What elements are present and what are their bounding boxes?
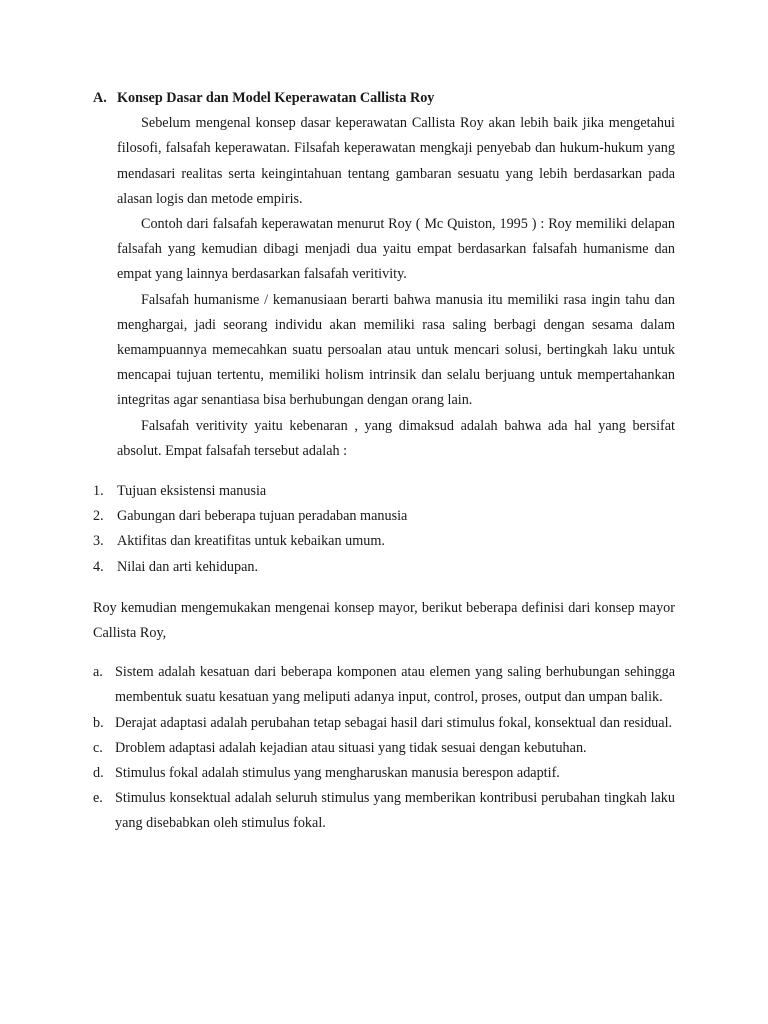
list-item (93, 786, 675, 836)
list-marker: 1. (93, 483, 104, 500)
paragraph: Contoh dari falsafah keperawatan menurut Roy ( Mc Quiston, 1995 ) : Roy memiliki delapan falsafah yang kemudian dibagi menjadi dua yaitu empat berdasarkan falsafah humanisme dan empat yang lainnya berdasarkan falsafah veritivity. (117, 216, 675, 283)
list-item-text: Stimulus fokal adalah stimulus yang mengharuskan manusia berespon adaptif. (115, 765, 560, 782)
list-item-text: Tujuan eksistensi manusia (117, 483, 267, 500)
spacer (93, 580, 675, 596)
numbered-list (93, 479, 675, 580)
paragraph: Falsafah veritivity yaitu kebenaran , yang dimaksud adalah bahwa ada hal yang bersifat absolut. Empat falsafah tersebut adalah : (117, 417, 675, 459)
list-item-text: Stimulus konsektual adalah seluruh stimulus yang memberikan kontribusi perubahan tingkah laku yang disebabkan oleh stimulus fokal. (115, 790, 675, 832)
list-marker: c. (93, 739, 103, 756)
list-item (93, 479, 675, 504)
list-item-text: Nilai dan arti kehidupan. (117, 558, 259, 575)
list-item (93, 529, 675, 554)
list-marker: e. (93, 790, 103, 807)
list-item (93, 761, 675, 786)
list-item (93, 660, 675, 710)
list-item-text: Aktifitas dan kreatifitas untuk kebaikan umum. (117, 533, 385, 550)
list-item-text: Gabungan dari beberapa tujuan peradaban manusia (117, 508, 408, 525)
section-title: Konsep Dasar dan Model Keperawatan Callista Roy (117, 90, 435, 106)
list-marker: b. (93, 714, 104, 731)
paragraph: Sebelum mengenal konsep dasar keperawatan Callista Roy akan lebih baik jika mengetahui filosofi, falsafah keperawatan. Filsafah keperawatan mengkaji penyebab dan hukum-hukum yang mendasari realitas serta keingintahuan tentang gambaran sesuatu yang lebih berdasarkan pada alasan logis dan metode empiris. (117, 115, 675, 207)
list-item (93, 736, 675, 761)
list-item-text: Sistem adalah kesatuan dari beberapa komponen atau elemen yang saling berhubungan sehingga membentuk suatu kesatuan yang meliputi adanya input, control, proses, output dan umpan balik. (115, 664, 675, 706)
list-marker: d. (93, 765, 104, 782)
list-marker: 3. (93, 533, 104, 550)
section-heading (93, 86, 675, 111)
list-marker: 4. (93, 558, 104, 575)
paragraph: Falsafah humanisme / kemanusiaan berarti bahwa manusia itu memiliki rasa ingin tahu dan menghargai, jadi seorang individu akan memiliki rasa saling berbagi dengan sesama dalam kemampuannya memecahkan suatu persoalan atau untuk mencari solusi, bertingkah laku untuk mencapai tujuan tertentu, memiliki holism intrinsik dan selalu berjuang untuk mempertahankan integritas agar senantiasa bisa berhubungan dengan orang lain. (117, 291, 675, 409)
lettered-list (93, 660, 675, 836)
list-marker: 2. (93, 508, 104, 525)
list-item (93, 711, 675, 736)
section-body (93, 111, 675, 464)
list-item (93, 555, 675, 580)
list-item-text: Derajat adaptasi adalah perubahan tetap sebagai hasil dari stimulus fokal, konsektual dan residual. (115, 714, 673, 731)
concepts-intro: Roy kemudian mengemukakan mengenai konsep mayor, berikut beberapa definisi dari konsep mayor Callista Roy, (93, 599, 675, 642)
list-item (93, 504, 675, 529)
list-item-text: Droblem adaptasi adalah kejadian atau situasi yang tidak sesuai dengan kebutuhan. (115, 739, 587, 756)
section-marker: A. (93, 90, 107, 106)
list-marker: a. (93, 664, 103, 681)
